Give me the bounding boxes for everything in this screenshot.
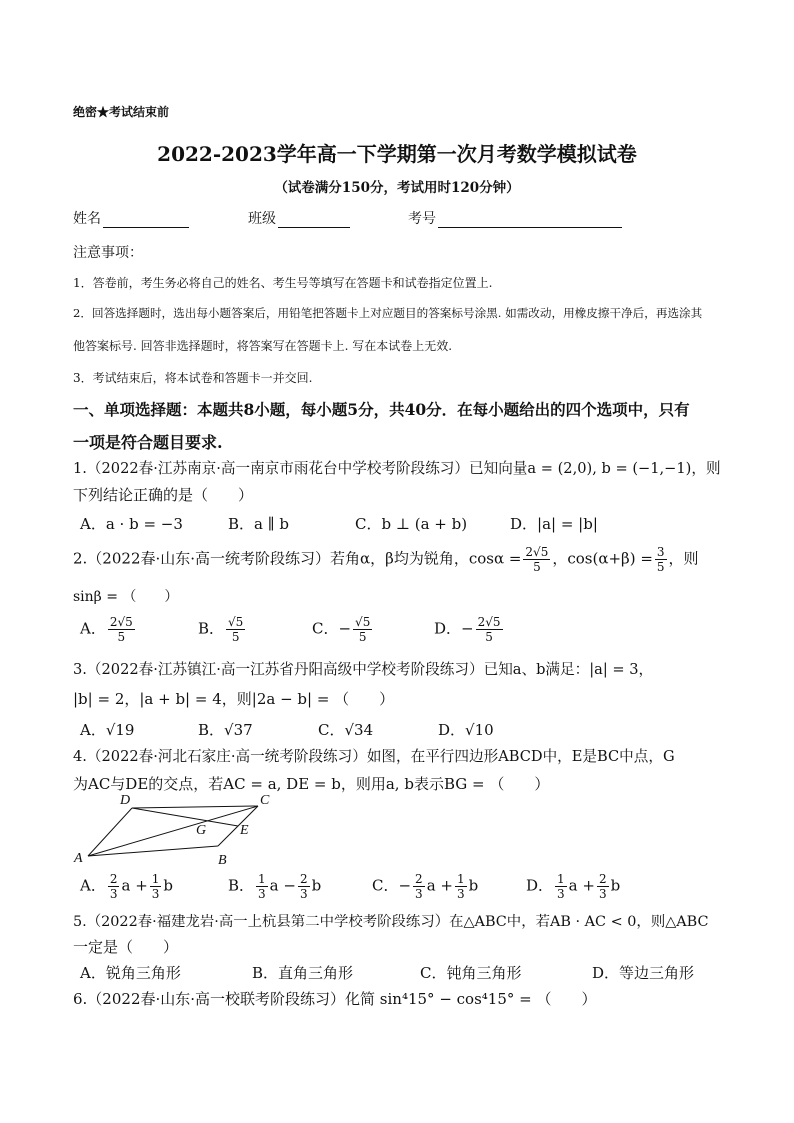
q5-stem-2: 一定是（ ） [73, 938, 179, 956]
q1-stem-1 [73, 457, 721, 478]
q2-option-a[interactable]: A． $\frac{2√5}{5}$ [80, 615, 133, 644]
q3-option-c[interactable]: C．√34 [318, 721, 374, 739]
q5-stem-1: 5.（2022春·福建龙岩·高一上杭县第二中学校考阶段练习）在△ABC中，若AB · AC < 0，则△ABC [73, 914, 709, 930]
q2-stem-1 [73, 545, 699, 574]
q2-option-b[interactable]: B． $\frac{√5}{5}$ [198, 615, 244, 644]
q5-option-b[interactable]: B．直角三角形 [252, 964, 354, 982]
q1-stem-text: 1.（2022春·江苏南京·高一南京市雨花台中学校考阶段练习）已知向量 [73, 460, 528, 477]
q4-option-d[interactable]: D． $\frac{1}{3}$ a + $\frac{2}{3}$ b [526, 872, 621, 901]
q1-option-b[interactable]: B．a ∥ b [228, 515, 290, 533]
note-3: 3．考试结束后，将本试卷和答题卡一并交回. [73, 371, 313, 385]
q4-option-c[interactable]: C．− $\frac{2}{3}$ a + $\frac{1}{3}$ b [372, 872, 479, 901]
exam-subtitle: （试卷满分150分，考试用时120分钟） [274, 180, 520, 196]
q6-stem-1: 6.（2022春·山东·高一校联考阶段练习）化简 sin⁴15° − cos⁴15° = （ ） [73, 990, 597, 1008]
q5-option-d[interactable]: D．等边三角形 [592, 964, 695, 982]
name-field[interactable] [73, 208, 189, 228]
q2-sum-frac: $\frac{3}{5}$ [656, 545, 665, 574]
q4-stem-2: 为AC与DE的交点，若AC = a, DE = b，则用a, b表示BG = （ ） [73, 775, 550, 793]
parallelogram-figure [66, 790, 286, 868]
section1-line1: 一、单项选择题：本题共8小题，每小题5分，共40分．在每小题给出的四个选项中，只有 [73, 400, 690, 419]
section1-line2: 一项是符合题目要求. [73, 433, 223, 452]
q3-stem-1: 3.（2022春·江苏镇江·高一江苏省丹阳高级中学校考阶段练习）已知a、b满足：|a| = 3， [73, 661, 654, 678]
id-blank[interactable] [438, 213, 622, 228]
side-da [88, 808, 132, 856]
id-field[interactable] [408, 208, 622, 228]
label-d: D [120, 793, 131, 808]
q1-option-d[interactable]: D．|a| = |b| [510, 515, 598, 533]
q1-option-c[interactable]: C．b ⊥ (a + b) [355, 515, 468, 533]
note-2a: 2．回答选择题时，选出每小题答案后，用铅笔把答题卡上对应题目的答案标号涂黑. 如需改动，用橡皮擦干净后，再选涂其 [73, 306, 703, 320]
q2-cos-frac: $\frac{2√5}{5}$ [525, 545, 549, 574]
id-label: 考号 [408, 211, 436, 227]
exam-title: 2022-2023学年高一下学期第一次月考数学模拟试卷 [157, 142, 637, 166]
q3-option-b[interactable]: B．√37 [198, 721, 253, 739]
notes-heading: 注意事项： [73, 245, 143, 261]
q4-stem-1: 4.（2022春·河北石家庄·高一统考阶段练习）如图，在平行四边形ABCD中，E是BC中点，G [73, 748, 675, 765]
q4-option-b[interactable]: B． $\frac{1}{3}$ a − $\frac{2}{3}$ b [228, 872, 322, 901]
q3-option-d[interactable]: D．√10 [438, 721, 494, 739]
side-cd [132, 806, 258, 808]
q1-option-a[interactable]: A．a · b = −3 [80, 515, 183, 533]
label-c: C [260, 793, 270, 808]
name-label: 姓名 [73, 211, 101, 227]
q2-stem-text-b: ，cos(α+β) = [552, 549, 653, 568]
q2-option-d[interactable]: D．− $\frac{2√5}{5}$ [434, 615, 501, 644]
note-2b: 他答案标号. 回答非选择题时，将答案写在答题卡上. 写在本试卷上无效. [73, 339, 453, 353]
label-a: A [74, 851, 83, 866]
name-blank[interactable] [103, 213, 189, 228]
q2-stem-2: sinβ = （ ） [73, 589, 179, 605]
q5-option-c[interactable]: C．钝角三角形 [420, 964, 522, 982]
q2-stem-text: 2.（2022春·山东·高一统考阶段练习）若角α，β均为锐角，cosα = [73, 549, 522, 568]
class-field[interactable] [248, 208, 350, 228]
q4-option-a[interactable]: A． $\frac{2}{3}$ a + $\frac{1}{3}$ b [80, 872, 174, 901]
label-b: B [218, 853, 227, 868]
class-label: 班级 [248, 211, 276, 227]
note-1: 1．答卷前，考生务必将自己的姓名、考生号等填写在答题卡和试卷指定位置上. [73, 276, 493, 290]
side-ab [88, 846, 218, 856]
q1-stem-2: 下列结论正确的是（ ） [73, 486, 254, 504]
secret-label: 绝密★考试结束前 [73, 105, 170, 119]
q2-stem-text-c: ，则 [668, 549, 699, 568]
q3-stem-2: |b| = 2，|a + b| = 4，则|2a − b| = （ ） [73, 690, 395, 708]
q5-option-a[interactable]: A．锐角三角形 [80, 964, 181, 982]
q1-vectors: a = (2,0), b = (−1,−1)，则 [527, 460, 721, 477]
q3-option-a[interactable]: A．√19 [80, 721, 135, 739]
label-e: E [240, 823, 249, 838]
class-blank[interactable] [278, 213, 350, 228]
label-g: G [196, 823, 207, 838]
q2-option-c[interactable]: C．− $\frac{√5}{5}$ [312, 615, 371, 644]
